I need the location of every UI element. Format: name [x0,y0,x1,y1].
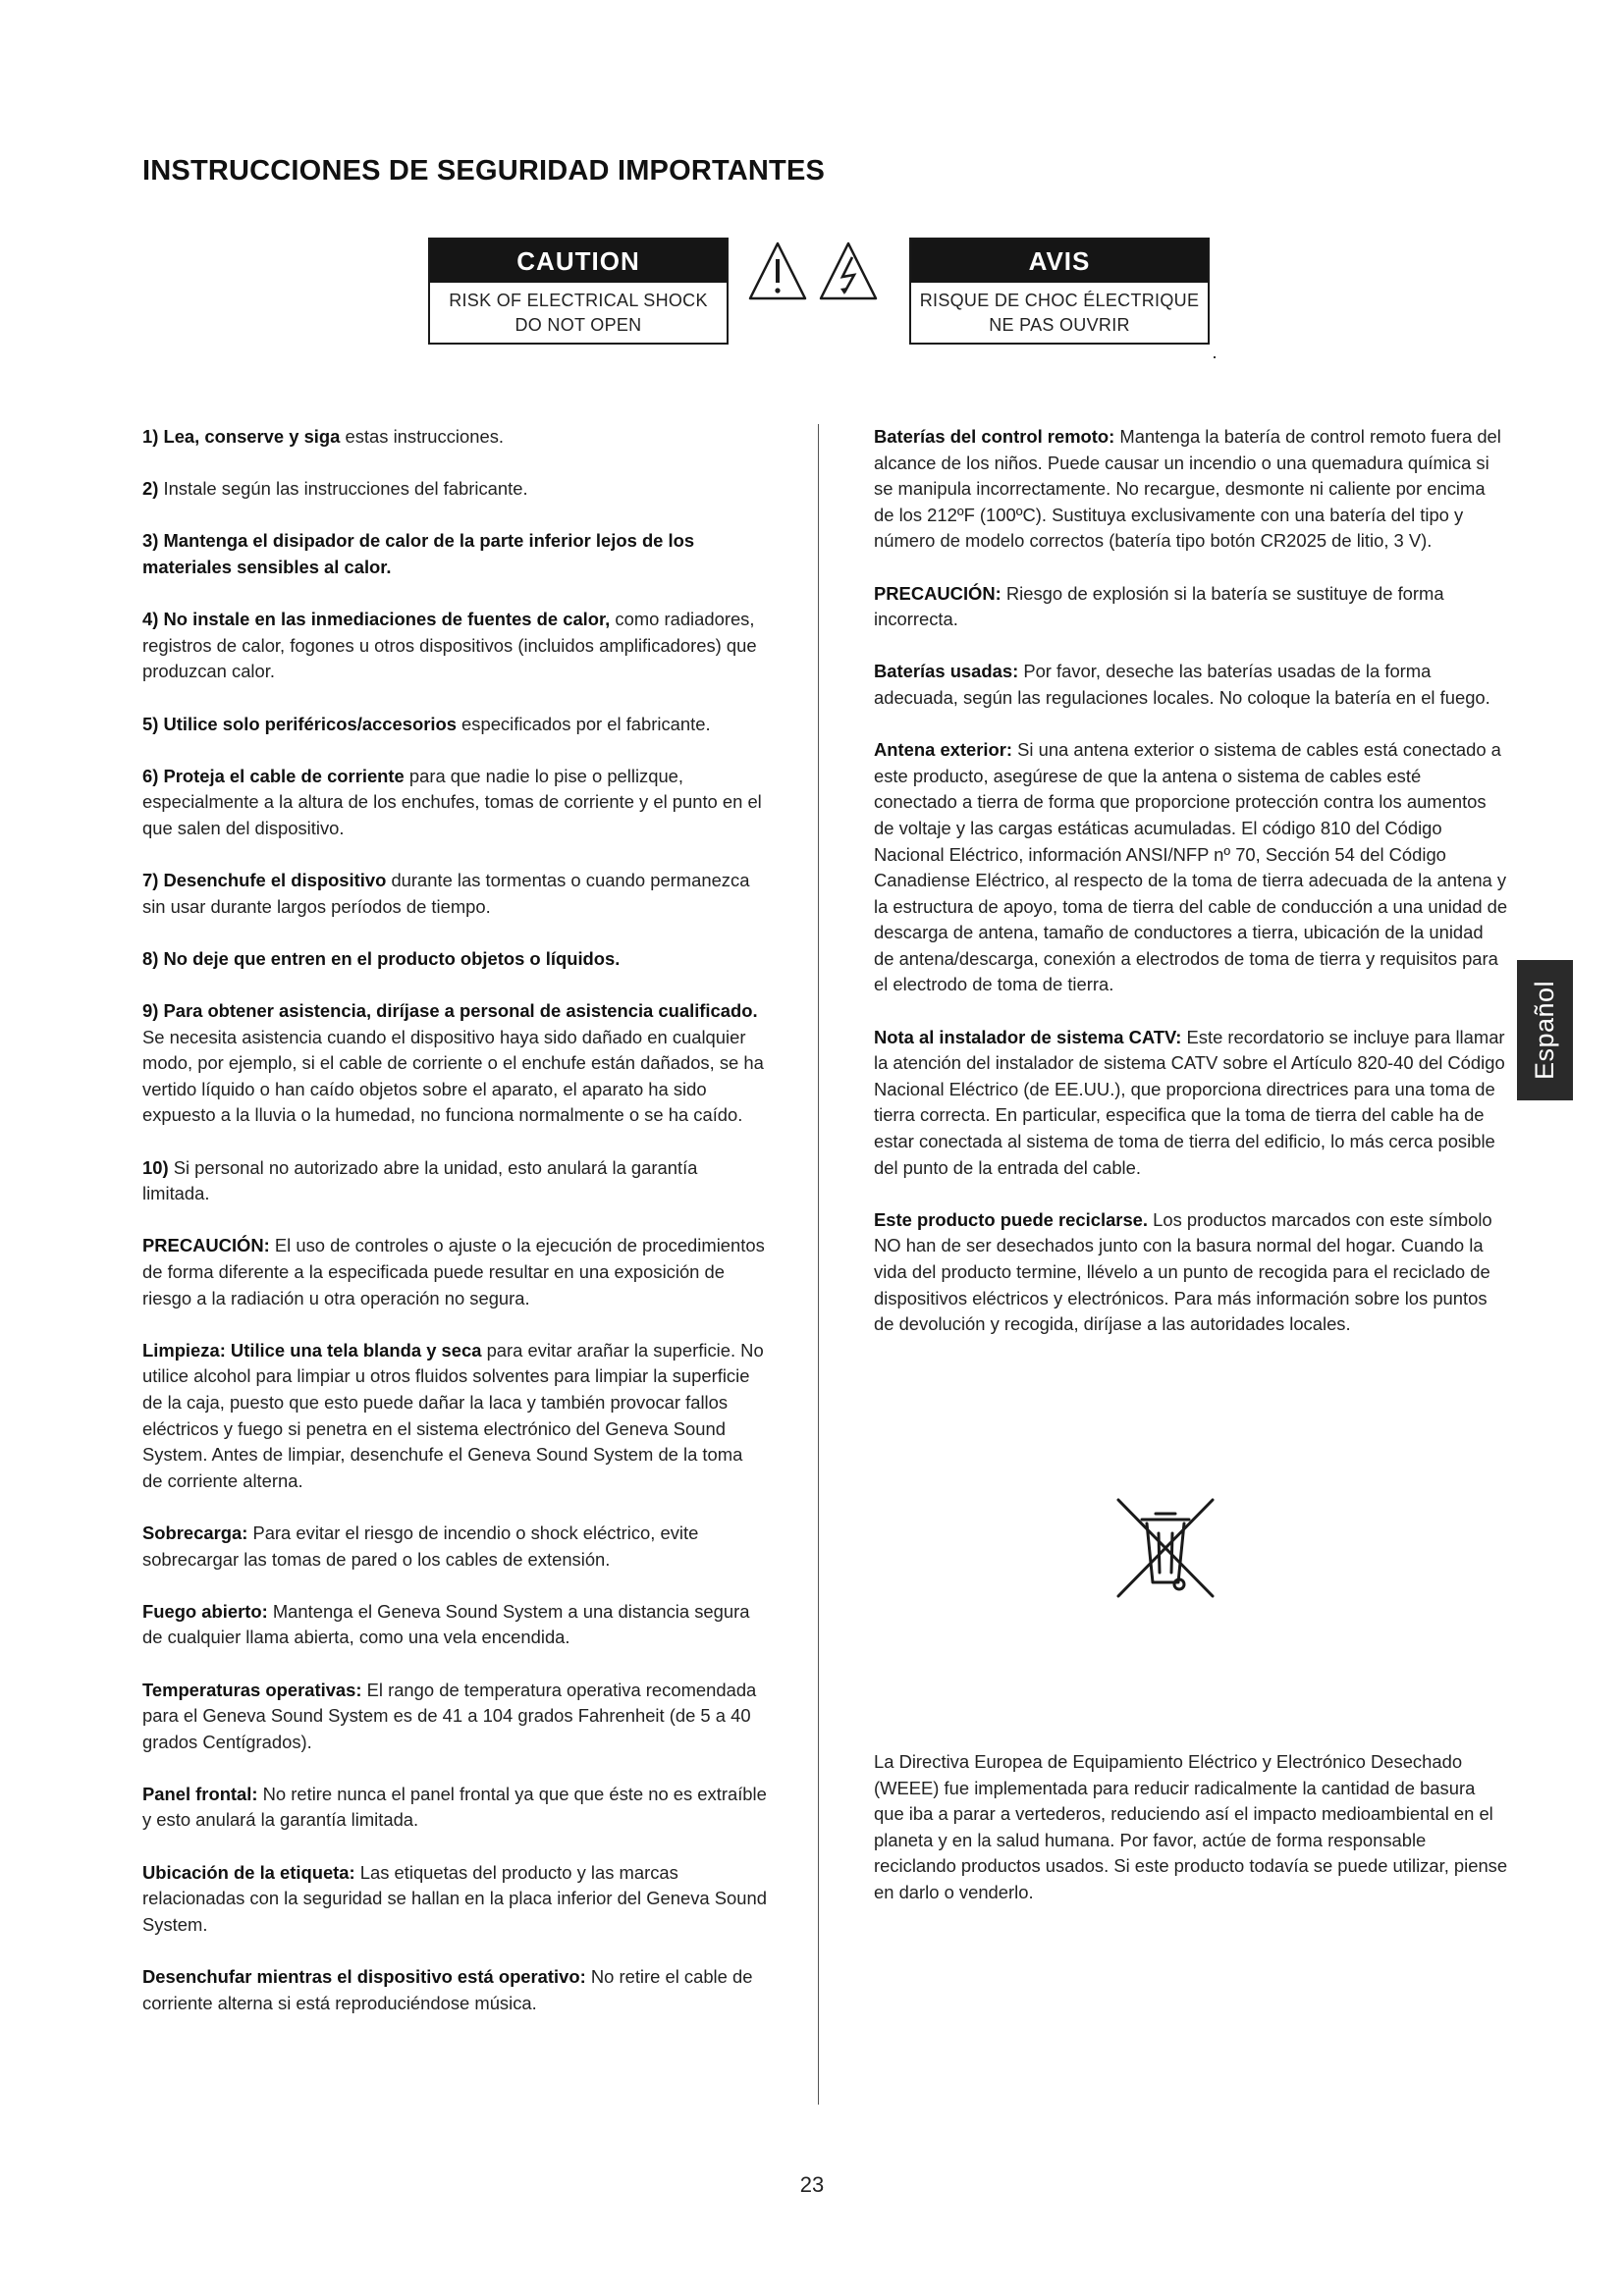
caution-heading: CAUTION [430,240,727,283]
warning-icons [746,238,884,306]
print-mark [1214,356,1216,358]
paragraph-text: Instale según las instrucciones del fabricante. [158,478,528,500]
paragraph-text: El uso de controles o ajuste o la ejecución de procedimientos de forma diferente a la especificada puede resultar en una exposición de riesgo a la radiación u otra operación no segura. [142,1235,765,1308]
caution-line-1: RISK OF ELECTRICAL SHOCK [449,291,708,310]
paragraph-text: para evitar arañar la superficie. No utilice alcohol para limpiar u otros fluidos solventes para limpiar la superficie de la caja, puesto que esto puede dañar la laca y también provocar fallos eléctricos y fuego si penetra en el sistema electrónico del Geneva Sound System. Antes de limpiar, desenchufe el Geneva Sound System de la toma de corriente alterna. [142,1339,764,1491]
paragraph-text: El rango de temperatura operativa recomendada para el Geneva Sound System es de 41 a 104 grados Fahrenheit (de 5 a 40 grados Centígrados). [142,1679,757,1752]
antena-exterior [874,737,1508,998]
paragraph-text: para que nadie lo pise o pellizque, especialmente a la altura de los enchufes, tomas de corriente y el punto en el que salen del dispositivo. [142,765,762,838]
exclamation-triangle-icon [750,243,805,298]
avis-text [911,283,1208,338]
paragraph-lead: 10) [142,1156,169,1178]
paragraph-text: estas instrucciones. [340,426,505,447]
instruction-5 [142,712,767,738]
paragraph-text: Este recordatorio se incluye para llamar la atención del instalador de sistema CATV sobre el Artículo 820-40 del Código Nacional Eléctrico (de EE.UU.), que proporciona directrices para una toma de tierra correcta. En particular, especifica que la toma de tierra del cable ha de estar conectada al sistema de toma de tierra del edificio, lo más cerca posible del punto de la entrada del cable. [874,1026,1505,1178]
paragraph-lead: PRECAUCIÓN: [874,582,1001,604]
instruction-2 [142,476,767,503]
baterias-usadas [874,659,1508,711]
paragraph-lead: 2) [142,478,159,500]
caution-line-2: DO NOT OPEN [514,315,642,335]
producto-reciclable [874,1207,1508,1338]
paragraph-lead: Limpieza: Utilice una tela blanda y seca [142,1339,482,1361]
page-number: 23 [799,2172,825,2197]
avis-heading: AVIS [911,240,1208,283]
paragraph-text: especificados por el fabricante. [456,713,711,734]
paragraph-lead: 9) Para obtener asistencia, diríjase a personal de asistencia cualificado. [142,1000,758,1022]
paragraph-lead: 8) No deje que entren en el producto objetos o líquidos. [142,947,621,969]
instruction-4 [142,607,767,685]
paragraph-lead: 3) Mantenga el disipador de calor de la parte inferior lejos de los materiales sensibles al calor. [142,530,695,577]
paragraph-text: Mantenga la batería de control remoto fuera del alcance de los niños. Puede causar un incendio o una quemadura química si se manipula incorrectamente. No recargue, desmonte ni caliente por encima de los 212ºF (100ºC). Sustituya exclusivamente con una batería del tipo y número de modelo correctos (batería tipo botón CR2025 de litio, 3 V). [874,426,1501,552]
paragraph-lead: Temperaturas operativas: [142,1679,362,1700]
avis-line-2: NE PAS OUVRIR [989,315,1130,335]
language-tab [1517,960,1573,1100]
crossed-bin-icon [1112,1494,1218,1602]
panel-frontal [142,1782,767,1834]
paragraph-text: Se necesita asistencia cuando el dispositivo haya sido dañado en cualquier modo, por ejemplo, si el cable de corriente o el enchufe están dañados, se ha vertido líquido o han caído objetos sobre el aparato, el aparato ha sido expuesto a la lluvia o la humedad, no funciona normalmente o se ha caído. [142,1026,764,1126]
avis-line-1: RISQUE DE CHOC ÉLECTRIQUE [919,291,1200,310]
paragraph-text: Mantenga el Geneva Sound System a una distancia segura de cualquier llama abierta, como una vela encendida. [142,1600,750,1648]
instruction-3 [142,528,767,580]
paragraph-text: Si personal no autorizado abre la unidad, esto anulará la garantía limitada. [142,1156,698,1204]
paragraph-lead: 1) Lea, conserve y siga [142,426,341,447]
lightning-triangle-icon [821,243,876,298]
paragraph-lead: Baterías usadas: [874,661,1019,682]
paragraph-text: Por favor, deseche las baterías usadas de la forma adecuada, según las regulaciones locales. No coloque la batería en el fuego. [874,661,1490,708]
paragraph-text: durante las tormentas o cuando permanezca sin usar durante largos períodos de tiempo. [142,870,750,917]
paragraph-lead: Nota al instalador de sistema CATV: [874,1026,1182,1047]
paragraph-lead: Desenchufar mientras el dispositivo está operativo: [142,1966,586,1988]
paragraph-lead: 7) Desenchufe el dispositivo [142,870,387,891]
weee-directive-text: La Directiva Europea de Equipamiento Eléctrico y Electrónico Desechado (WEEE) fue implementada para reducir radicalmente la cantidad de basura que iba a parar a vertederos, reduciendo así el impacto medioambiental en el planeta y en la salud humana. Por favor, actúe de forma responsable reciclando productos usados. Si este producto todavía se puede utilizar, piense en darlo o venderlo. [874,1751,1508,1902]
ubicacion-etiqueta [142,1860,767,1939]
desenchufar-operativo [142,1964,767,2016]
paragraph-lead: 4) No instale en las inmediaciones de fuentes de calor, [142,609,611,630]
right-column [874,424,1508,1363]
paragraph-lead: PRECAUCIÓN: [142,1235,270,1256]
paragraph-text: No retire el cable de corriente alterna si está reproduciéndose música. [142,1966,753,2013]
paragraph-text: Las etiquetas del producto y las marcas relacionadas con la seguridad se hallan en la placa inferior del Geneva Sound System. [142,1861,767,1935]
paragraph-lead: Ubicación de la etiqueta: [142,1861,355,1883]
page-title: INSTRUCCIONES DE SEGURIDAD IMPORTANTES [142,155,826,187]
paragraph-lead: Fuego abierto: [142,1600,268,1622]
caution-text [430,283,727,338]
paragraph-lead: 5) Utilice solo periféricos/accesorios [142,713,457,734]
instruction-7 [142,868,767,920]
instruction-6 [142,764,767,842]
precaucion-radiation [142,1233,767,1311]
instruction-1 [142,424,767,451]
paragraph-text: como radiadores, registros de calor, fogones u otros dispositivos (incluidos amplificadores) que produzcan calor. [142,609,757,682]
instruction-9 [142,998,767,1129]
precaucion-bateria [874,581,1508,633]
paragraph-text: Los productos marcados con este símbolo NO han de ser desechados junto con la basura normal del hogar. Cuando la vida del producto termine, llévelo a un punto de recogida para el reciclado de dispositivos eléctricos y electrónicos. Para más información sobre los puntos de devolución y recogida, diríjase a las autoridades locales. [874,1208,1492,1335]
column-divider [818,424,819,2105]
caution-label [428,238,729,345]
paragraph-lead: Panel frontal: [142,1783,258,1804]
paragraph-lead: Este producto puede reciclarse. [874,1208,1149,1230]
baterias-control-remoto [874,424,1508,555]
paragraph-text: Riesgo de explosión si la batería se sustituye de forma incorrecta. [874,582,1444,630]
paragraph-lead: 6) Proteja el cable de corriente [142,765,405,786]
temperaturas-operativas [142,1678,767,1756]
language-tab-label: Español [1530,980,1560,1081]
paragraph-text: No retire nunca el panel frontal ya que que éste no es extraíble y esto anulará la garantía limitada. [142,1783,767,1831]
fuego-abierto [142,1599,767,1651]
nota-instalador-catv [874,1025,1508,1182]
paragraph-lead: Baterías del control remoto: [874,426,1115,447]
limpieza [142,1338,767,1495]
sobrecarga [142,1521,767,1573]
instruction-8 [142,946,767,973]
left-column [142,424,767,2043]
avis-label [909,238,1210,345]
paragraph-lead: Sobrecarga: [142,1522,248,1543]
instruction-10 [142,1155,767,1207]
paragraph-text: Para evitar el riesgo de incendio o shock eléctrico, evite sobrecargar las tomas de pared o los cables de extensión. [142,1522,699,1570]
paragraph-lead: Antena exterior: [874,739,1013,761]
paragraph-text: Si una antena exterior o sistema de cables está conectado a este producto, asegúrese de que la antena o sistema de cables esté conectado a tierra de forma que proporcione protección contra los aumentos de voltaje y las cargas estáticas acumuladas. El código 810 del Código Nacional Eléctrico, información ANSI/NFP nº 70, Sección 54 del Código Canadiense Eléctrico, al respecto de la toma de tierra adecuada de la antena y la estructura de apoyo, toma de tierra del cable de conducción a una unidad de descarga de antena, tamaño de conductores a tierra, ubicación de la unidad de antena/descarga, conexión a electrodos de toma de tierra y requisitos para el electrodo de toma de tierra. [874,739,1508,995]
